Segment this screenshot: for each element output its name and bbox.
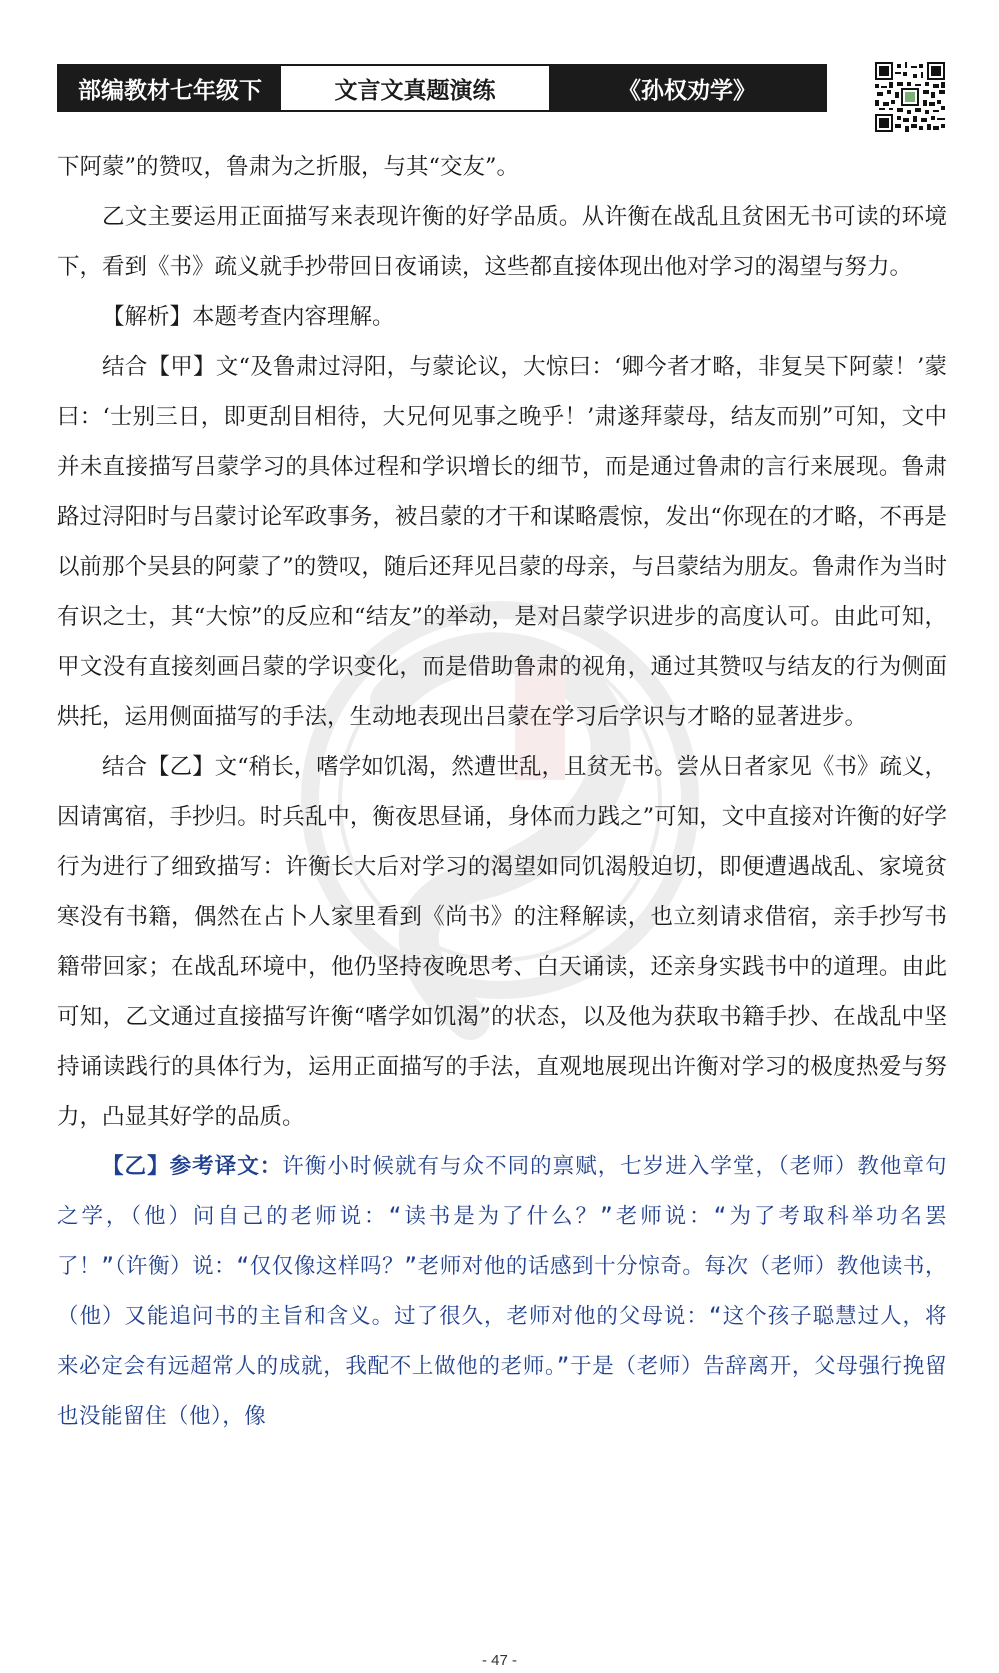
paragraph-analysis-heading: 【解析】本题考查内容理解。 bbox=[102, 304, 395, 330]
document-body bbox=[57, 142, 947, 1442]
qr-code-icon bbox=[875, 62, 945, 132]
translation-label: 【乙】参考译文： bbox=[102, 1154, 283, 1179]
paragraph-analysis-yi: 结合【乙】文“稍长，嗜学如饥渴，然遭世乱，且贫无书。尝从日者家见《书》疏义，因请寓宿，手抄归。时兵乱中，衡夜思昼诵，身体而力践之”可知，文中直接对许衡的好学行为进行了细致描写：许衡长大后对学习的渴望如同饥渴般迫切，即便遭遇战乱、家境贫寒没有书籍，偶然在占卜人家里看到《尚书》的注释解读，也立刻请求借宿，亲手抄写书籍带回家；在战乱环境中，他仍坚持夜晚思考、白天诵读，还亲身实践书中的道理。由此可知，乙文通过直接描写许衡“嗜学如饥渴”的状态，以及他为获取书籍手抄、在战乱中坚持诵读践行的具体行为，运用正面描写的手法，直观地展现出许衡对学习的极度热爱与努力，凸显其好学的品质。 bbox=[57, 754, 947, 1130]
page-number: - 47 - bbox=[481, 1652, 517, 1669]
paragraph-continuation: 下阿蒙”的赞叹，鲁肃为之折服，与其“交友”。 bbox=[57, 154, 520, 180]
header-grade-label: 部编教材七年级下 bbox=[59, 66, 281, 110]
paragraph-analysis-jia: 结合【甲】文“及鲁肃过浔阳，与蒙论议，大惊曰：‘卿今者才略，非复吴下阿蒙！’蒙曰：‘士别三日，即更刮目相待，大兄何见事之晚乎！’肃遂拜蒙母，结友而别”可知，文中并未直接描写吕蒙学习的具体过程和学识增长的细节，而是通过鲁肃的言行来展现。鲁肃路过浔阳时与吕蒙讨论军政事务，被吕蒙的才干和谋略震惊，发出“你现在的才略，不再是以前那个吴县的阿蒙了”的赞叹，随后还拜见吕蒙的母亲，与吕蒙结为朋友。鲁肃作为当时有识之士，其“大惊”的反应和“结友”的举动，是对吕蒙学识进步的高度认可。由此可知，甲文没有直接刻画吕蒙的学识变化，而是借助鲁肃的视角，通过其赞叹与结友的行为侧面烘托，运用侧面描写的手法，生动地表现出吕蒙在学习后学识与才略的显著进步。 bbox=[57, 354, 947, 730]
header-lesson-title: 《孙权劝学》 bbox=[549, 66, 825, 110]
document-header bbox=[57, 64, 827, 112]
paragraph-translation bbox=[57, 1142, 947, 1442]
paragraph-summary: 乙文主要运用正面描写来表现许衡的好学品质。从许衡在战乱且贫困无书可读的环境下，看到《书》疏义就手抄带回日夜诵读，这些都直接体现出他对学习的渴望与努力。 bbox=[57, 204, 947, 280]
translation-text: 许衡小时候就有与众不同的禀赋，七岁进入学堂，（老师）教他章句之学，（他）问自己的老师说：“读书是为了什么？”老师说：“为了考取科举功名罢了！”（许衡）说：“仅仅像这样吗？”老师对他的话感到十分惊奇。每次（老师）教他读书，（他）又能追问书的主旨和含义。过了很久，老师对他的父母说：“这个孩子聪慧过人，将来必定会有远超常人的成就，我配不上做他的老师。”于是（老师）告辞离开，父母强行挽留也没能留住（他），像 bbox=[57, 1154, 947, 1429]
header-section-title: 文言文真题演练 bbox=[281, 66, 549, 110]
